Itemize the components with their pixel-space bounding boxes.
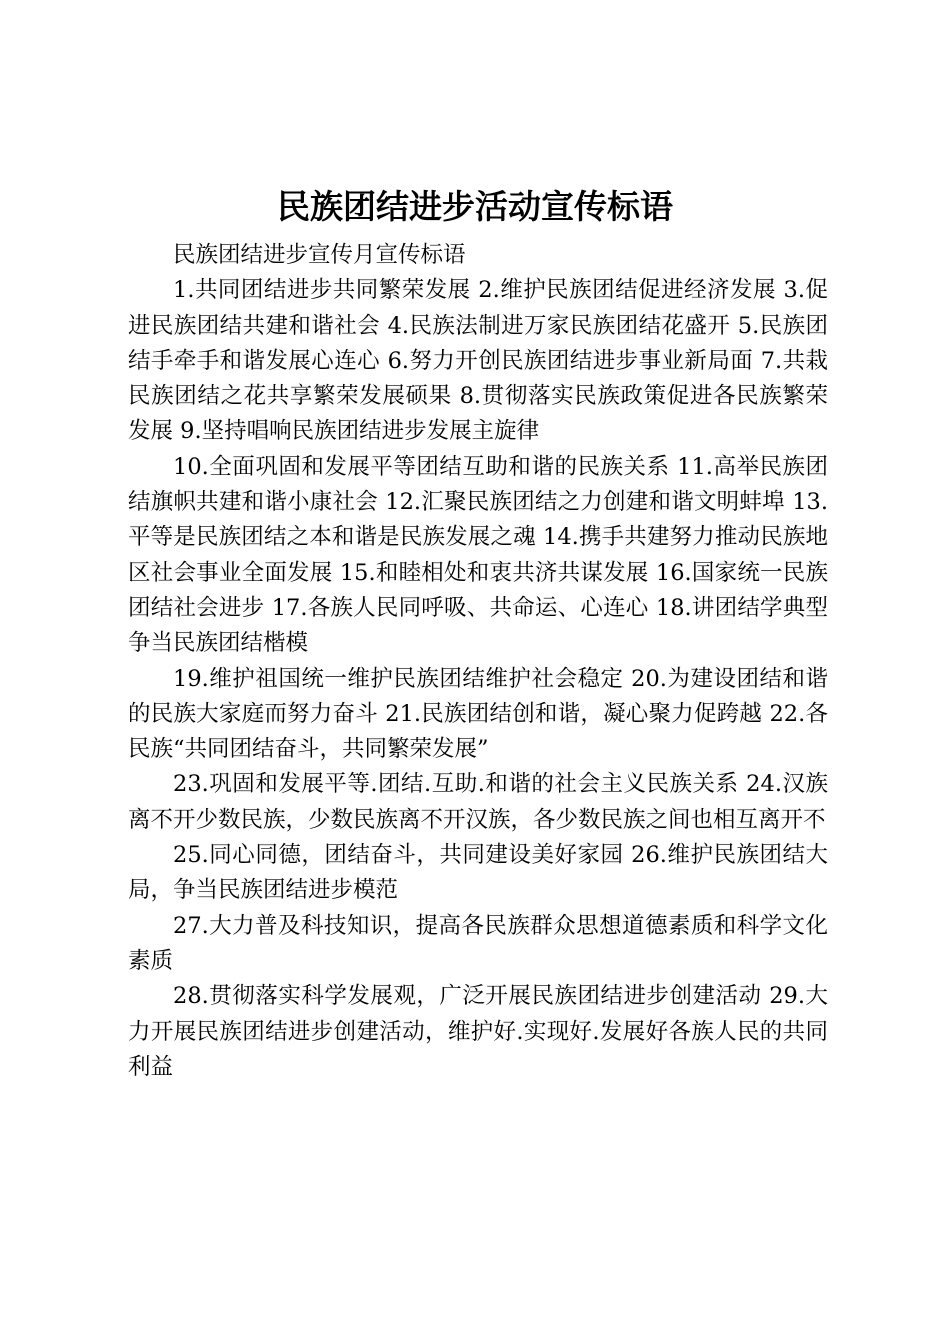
document-title: 民族团结进步活动宣传标语 <box>277 187 673 226</box>
slogan-paragraph: 27.大力普及科技知识，提高各民族群众思想道德素质和科学文化素质 <box>128 912 828 974</box>
slogan-paragraph: 1.共同团结进步共同繁荣发展 2.维护民族团结促进经济发展 3.促进民族团结共建和谐社会 4.民族法制进万家民族团结花盛开 5.民族团结手牵手和谐发展心连心 6.努力开创民族团结进步事业新局面 7.共栽民族团结之花共享繁荣发展硕果 8.贯彻落实民族政策促进各民族繁荣发展 9.坚持唱响民族团结进步发展主旋律 <box>128 277 828 445</box>
slogan-paragraph: 19.维护祖国统一维护民族团结维护社会稳定 20.为建设团结和谐的民族大家庭而努力奋斗 21.民族团结创和谐，凝心聚力促跨越 22.各民族“共同团结奋斗，共同繁荣发展” <box>128 665 828 763</box>
slogan-paragraph: 10.全面巩固和发展平等团结互助和谐的民族关系 11.高举民族团结旗帜共建和谐小康社会 12.汇聚民族团结之力创建和谐文明蚌埠 13.平等是民族团结之本和谐是民族发展之魂 14.携手共建努力推动民族地区社会事业全面发展 15.和睦相处和衷共济共谋发展 16.国家统一民族团结社会进步 17.各族人民同呼吸、共命运、心连心 18.讲团结学典型争当民族团结楷模 <box>128 453 828 657</box>
slogan-paragraph: 23.巩固和发展平等.团结.互助.和谐的社会主义民族关系 24.汉族离不开少数民族，少数民族离不开汉族，各少数民族之间也相互离开不 <box>128 771 828 833</box>
document-subtitle: 民族团结进步宣传月宣传标语 <box>173 242 466 268</box>
slogan-paragraph: 28.贯彻落实科学发展观，广泛开展民族团结进步创建活动 29.大力开展民族团结进步创建活动，维护好.实现好.发展好各族人民的共同利益 <box>128 983 828 1080</box>
slogan-paragraph: 25.同心同德，团结奋斗，共同建设美好家园 26.维护民族团结大局，争当民族团结进步模范 <box>128 842 828 904</box>
document-body <box>128 238 828 1085</box>
